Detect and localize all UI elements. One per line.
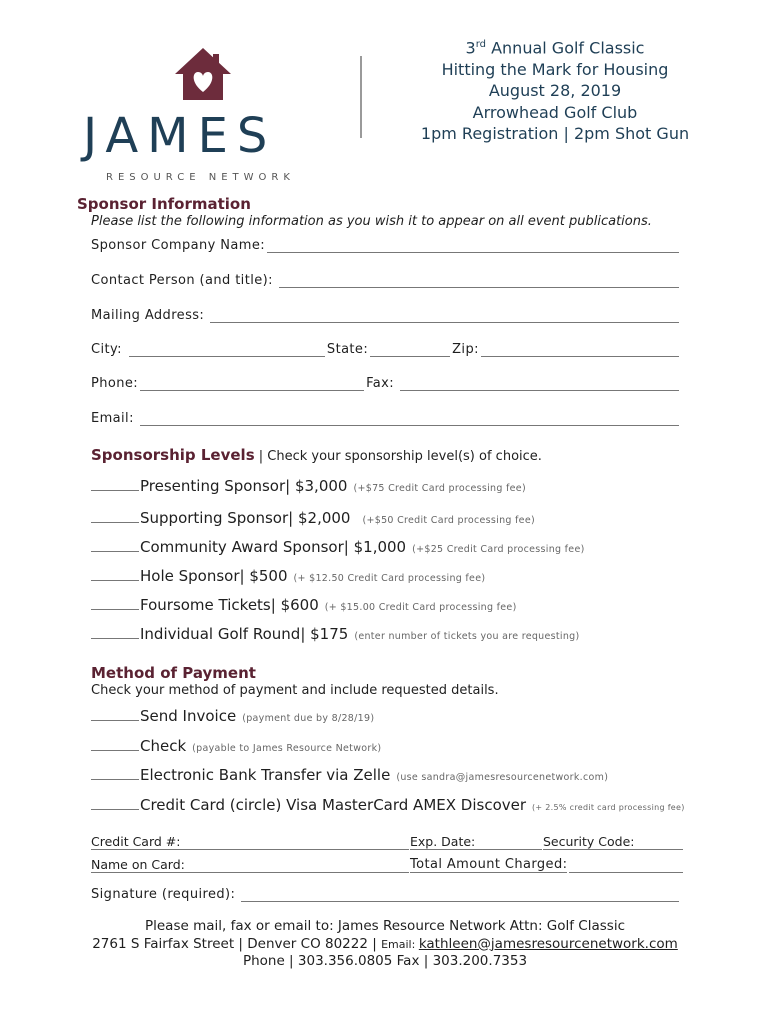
payment-option[interactable]: Electronic Bank Transfer via Zelle (use sandra@jamesresourcenetwork.com) [91, 766, 608, 784]
level-option[interactable]: Presenting Sponsor | $3,000 (+$75 Credit Card processing fee) [91, 477, 526, 495]
exp-date-field[interactable]: Exp. Date: [410, 834, 542, 850]
checkbox-line[interactable] [91, 809, 139, 810]
company-name-field[interactable]: Sponsor Company Name: [91, 238, 683, 253]
email-field[interactable]: Email: [91, 411, 683, 426]
event-title: 3rd Annual Golf Classic [465, 38, 645, 58]
sponsor-info-instructions: Please list the following information as you wish it to appear on all event publications. [91, 214, 652, 229]
checkbox-line[interactable] [91, 551, 139, 552]
event-info [395, 34, 715, 145]
header-divider [360, 56, 362, 138]
security-code-field[interactable]: Security Code: [543, 834, 683, 850]
checkbox-line[interactable] [91, 580, 139, 581]
payment-instructions: Check your method of payment and include requested details. [91, 683, 499, 698]
level-option[interactable]: Foursome Tickets | $600 (+ $15.00 Credit Card processing fee) [91, 596, 517, 614]
payment-option[interactable]: Send Invoice (payment due by 8/28/19) [91, 707, 374, 725]
event-venue: Arrowhead Golf Club [472, 102, 638, 122]
sponsor-info-heading: Sponsor Information [77, 195, 251, 213]
credit-card-number-field[interactable]: Credit Card #: [91, 834, 409, 850]
footer-mail-line: Please mail, fax or email to: James Resource Network Attn: Golf Classic [144, 918, 625, 934]
payment-option[interactable]: Credit Card (circle) Visa MasterCard AMEX Discover (+ 2.5% credit card processing fee) [91, 796, 685, 814]
house-heart-icon [173, 46, 233, 102]
total-amount-field[interactable]: Total Amount Charged: [410, 857, 683, 873]
checkbox-line[interactable] [91, 490, 139, 491]
signature-field[interactable]: Signature (required): [91, 887, 683, 902]
event-date: August 28, 2019 [488, 81, 622, 101]
contact-email-link[interactable]: kathleen@jamesresourcenetwork.com [418, 935, 678, 952]
checkbox-line[interactable] [91, 522, 139, 523]
payment-heading: Method of Payment [91, 664, 256, 682]
city-state-zip-field[interactable]: City: State: Zip: [91, 342, 683, 357]
footer-address-line: 2761 S Fairfax Street | Denver CO 80222 | Email: kathleen@jamesresourcenetwork.com [92, 935, 678, 952]
checkbox-line[interactable] [91, 720, 139, 721]
level-option[interactable]: Hole Sponsor | $500 (+ $12.50 Credit Card processing fee) [91, 567, 485, 585]
checkbox-line[interactable] [91, 779, 139, 780]
footer [0, 918, 770, 971]
checkbox-line[interactable] [91, 609, 139, 610]
contact-person-field[interactable]: Contact Person (and title): [91, 273, 683, 288]
logo-name: JAMES [83, 108, 277, 164]
logo-subtitle: RESOURCE NETWORK [106, 172, 295, 183]
event-tagline: Hitting the Mark for Housing [441, 59, 669, 79]
payment-option[interactable]: Check (payable to James Resource Network) [91, 737, 381, 755]
footer-phone-line: Phone | 303.356.0805 Fax | 303.200.7353 [242, 953, 528, 969]
mailing-address-field[interactable]: Mailing Address: [91, 308, 683, 323]
checkbox-line[interactable] [91, 750, 139, 751]
level-option[interactable]: Individual Golf Round | $175 (enter number of tickets you are requesting) [91, 625, 580, 643]
event-schedule: 1pm Registration | 2pm Shot Gun [420, 124, 690, 144]
checkbox-line[interactable] [91, 638, 139, 639]
level-option[interactable]: Community Award Sponsor | $1,000 (+$25 Credit Card processing fee) [91, 538, 585, 556]
phone-fax-field[interactable]: Phone: Fax: [91, 376, 683, 391]
level-option[interactable]: Supporting Sponsor | $2,000 (+$50 Credit Card processing fee) [91, 509, 535, 527]
name-on-card-field[interactable]: Name on Card: [91, 857, 409, 873]
sponsorship-levels-heading: Sponsorship Levels | Check your sponsorship level(s) of choice. [91, 446, 542, 464]
logo [78, 40, 328, 185]
